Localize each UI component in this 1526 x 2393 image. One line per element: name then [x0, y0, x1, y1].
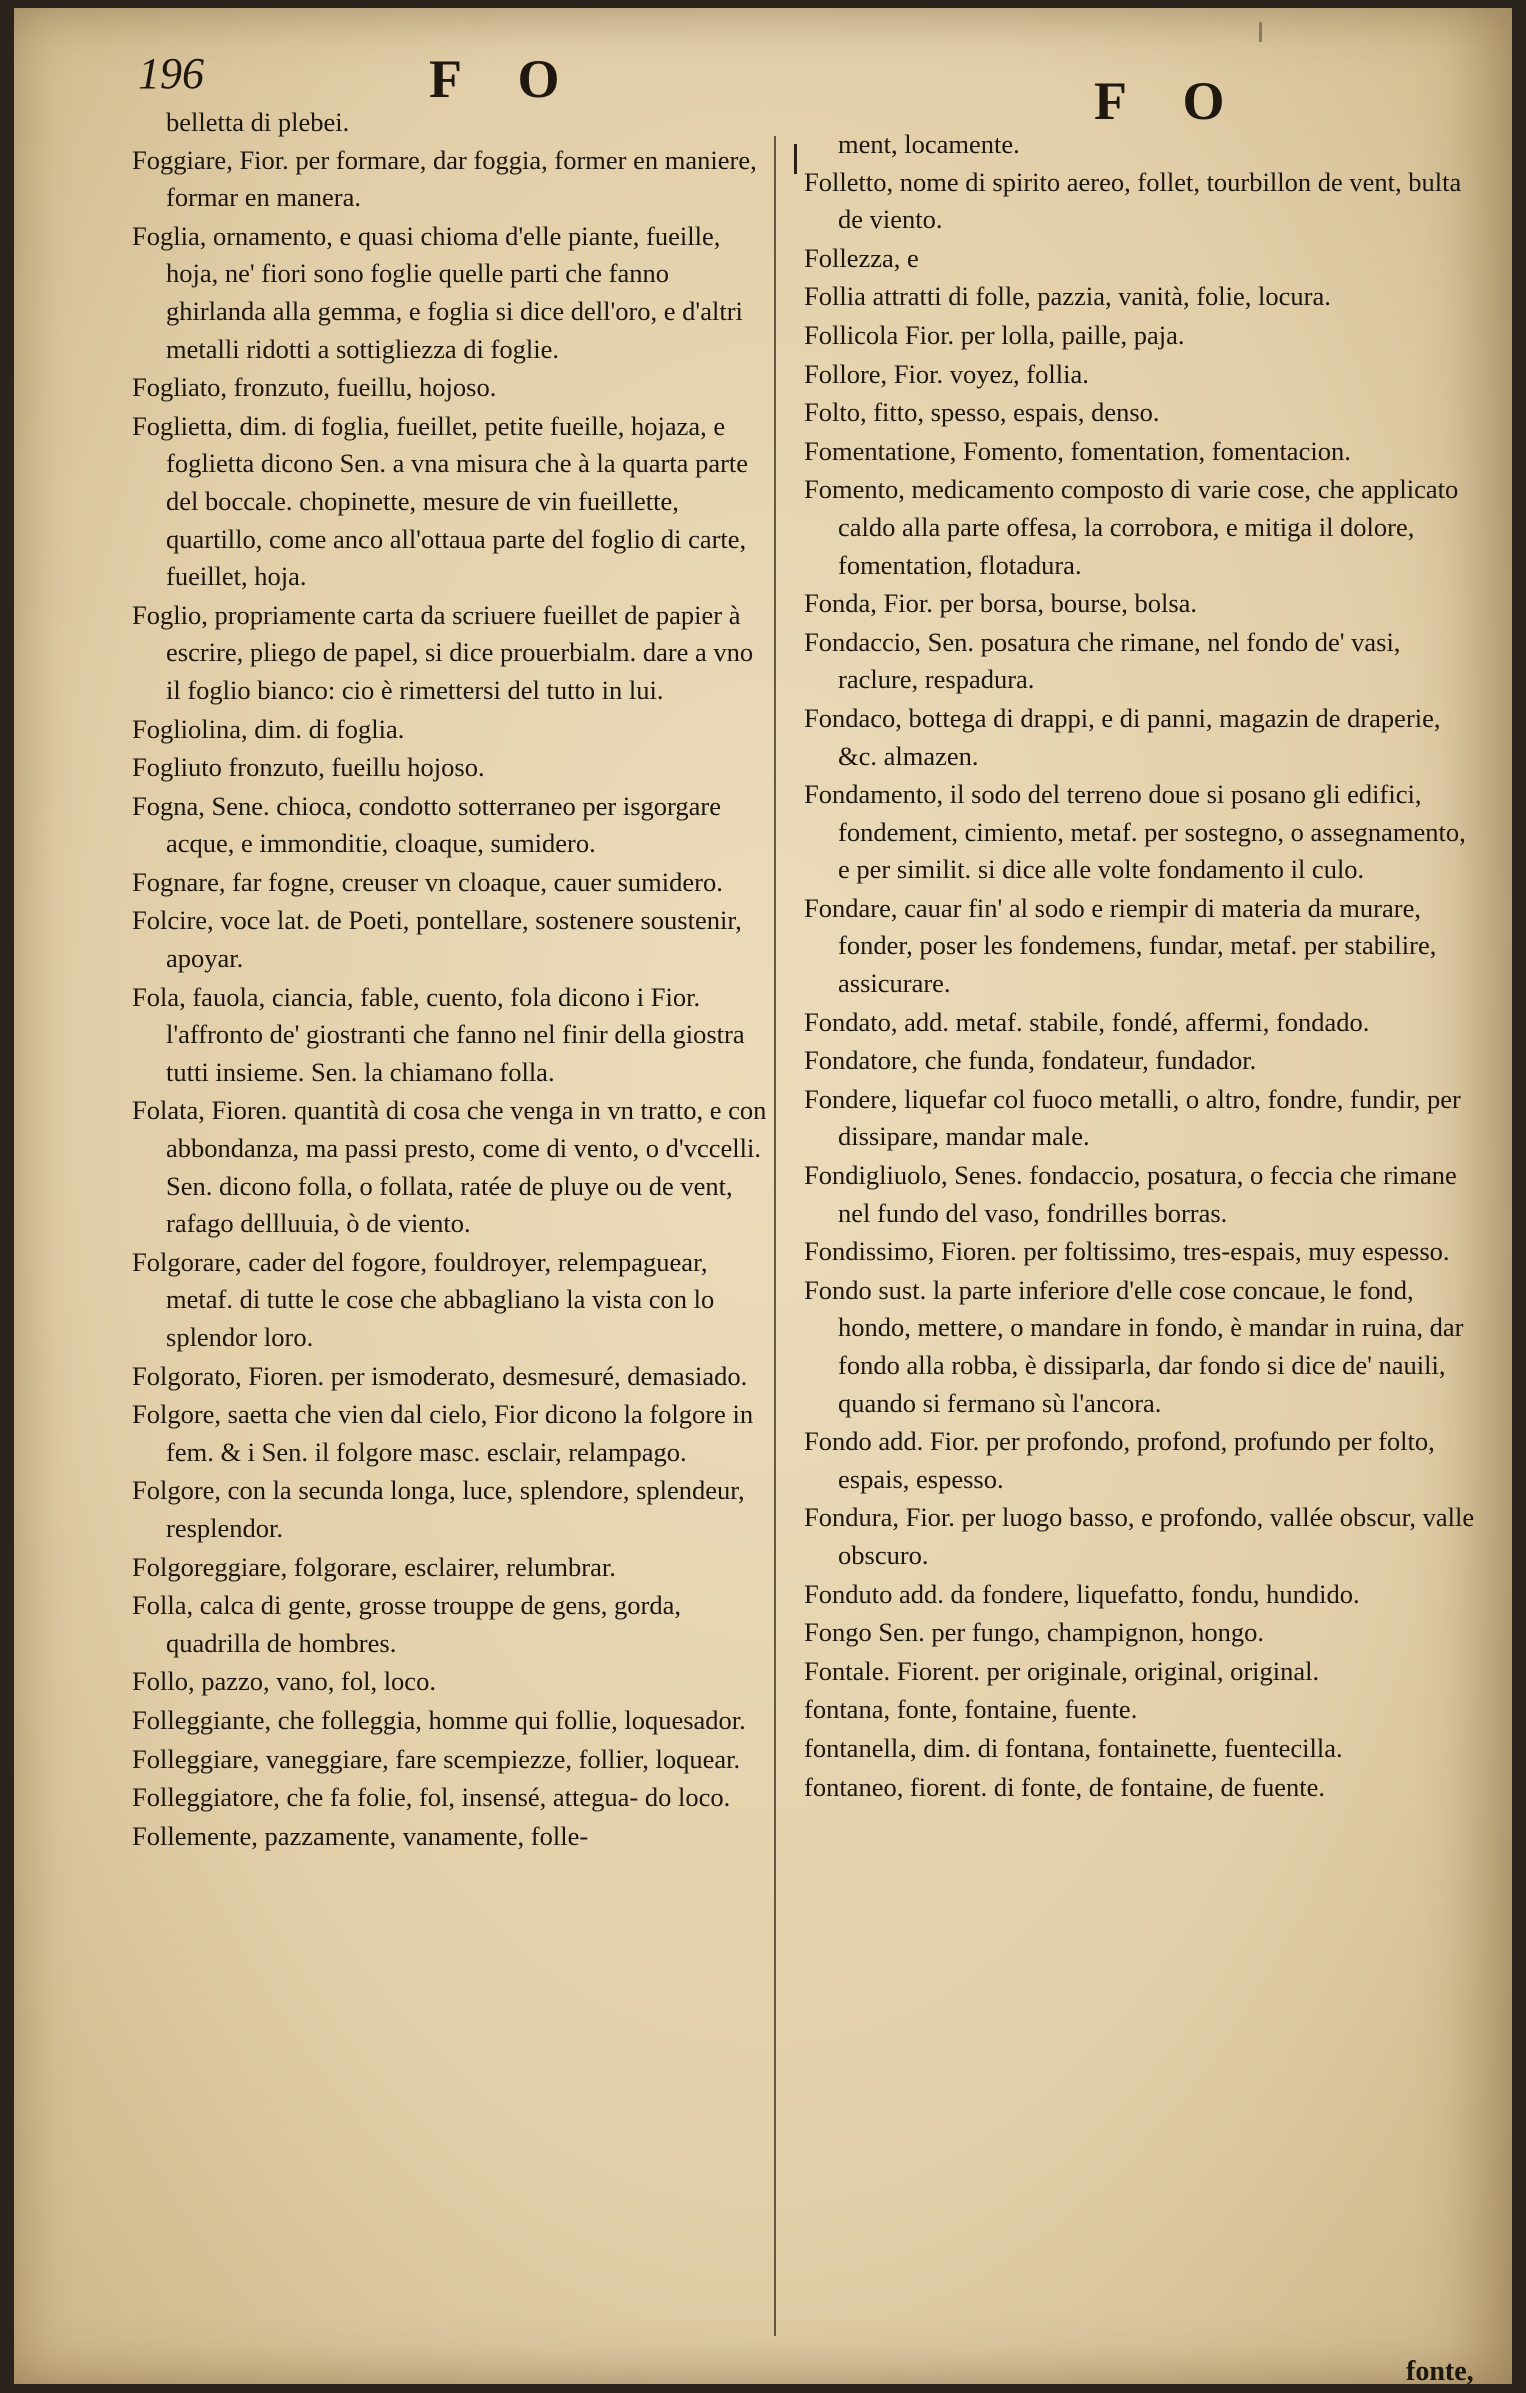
dictionary-entry: Fogna, Sene. chioca, condotto sotterraneo per isgorgare acque, e immonditie, cloaque, sumidero.	[132, 790, 721, 859]
dictionary-entry: Follicola Fior. per lolla, paille, paja.	[804, 319, 1185, 350]
dictionary-entry: fontaneo, fiorent. di fonte, de fontaine, de fuente.	[804, 1771, 1325, 1802]
dictionary-entry: Fola, fauola, ciancia, fable, cuento, fola dicono i Fior. l'affronto de' giostranti che fanno nel finir della giostra tutti insieme. Sen. la chiamano folla.	[132, 981, 745, 1087]
dictionary-entry: ment, locamente.	[838, 129, 1020, 159]
dictionary-entry: Fomento, medicamento composto di varie cose, che applicato caldo alla parte offesa, la corrobora, e mitiga il dolore, fomentation, flotadura.	[804, 474, 1459, 580]
dictionary-entry: Follemente, pazzamente, vanamente, folle-	[132, 1820, 589, 1851]
dictionary-entry: Folletto, nome di spirito aereo, follet, tourbillon de vent, bulta de viento.	[804, 166, 1462, 235]
dictionary-entry: Folgore, saetta che vien dal cielo, Fior dicono la folgore in fem. & i Sen. il folgore masc. esclair, relampago.	[132, 1399, 754, 1467]
dictionary-entry: Fondo sust. la parte inferiore d'elle cose concaue, le fond, hondo, mettere, o mandare in fondo, è mandar in ruina, dar fondo alla robba, è dissiparla, dar fondo si dice de' nauili, quando si fermano sù l'ancora.	[804, 1274, 1464, 1418]
dictionary-entry: Folgoreggiare, folgorare, esclairer, relumbrar.	[132, 1551, 616, 1582]
dictionary-entry: Fomentatione, Fomento, fomentation, fomentacion.	[804, 435, 1351, 466]
dictionary-entry: Folcire, voce lat. de Poeti, pontellare, sostenere soustenir, apoyar.	[132, 905, 742, 974]
dictionary-entry: Fontale. Fiorent. per originale, original, original.	[804, 1655, 1320, 1686]
dictionary-entry: Follezza, e	[804, 242, 919, 273]
dictionary-entry: Foglia, ornamento, e quasi chioma d'elle piante, fueille, hoja, ne' fiori sono foglie quelle parti che fanno ghirlanda alla gemma, e foglia si dice dell'oro, e d'altri metalli ridotti a sottigliezza di foglie.	[132, 220, 743, 364]
dictionary-entry: Folgorare, cader del fogore, fouldroyer, relempaguear, metaf. di tutte le cose che abbagliano la vista con lo splendor loro.	[132, 1246, 715, 1352]
dictionary-entry: Folla, calca di gente, grosse trouppe de gens, gorda, quadrilla de hombres.	[132, 1590, 681, 1658]
dictionary-entry: Folto, fitto, spesso, espais, denso.	[804, 397, 1160, 428]
dictionary-entry: Folgorato, Fioren. per ismoderato, desmesuré, demasiado.	[132, 1360, 748, 1391]
dictionary-entry: Fonduto add. da fondere, liquefatto, fondu, hundido.	[804, 1578, 1360, 1609]
dictionary-entry: Fondere, liquefar col fuoco metalli, o altro, fondre, fundir, per dissipare, mandar male.	[804, 1083, 1461, 1152]
dictionary-entry: Fondaccio, Sen. posatura che rimane, nel fondo de' vasi, raclure, respadura.	[804, 626, 1401, 695]
dictionary-entry: Fondato, add. metaf. stabile, fondé, affermi, fondado.	[804, 1006, 1370, 1037]
dictionary-entry: belletta di plebei.	[166, 107, 350, 137]
running-head-left: F O	[429, 49, 582, 109]
dictionary-entry: Fondissimo, Fioren. per foltissimo, tres-espais, muy espesso.	[804, 1236, 1450, 1267]
dictionary-entry: Fogliato, fronzuto, fueillu, hojoso.	[132, 372, 497, 403]
page-number: 196	[138, 49, 204, 98]
dictionary-entry: Follore, Fior. voyez, follia.	[804, 358, 1089, 389]
book-page	[14, 8, 1512, 2384]
dictionary-entry: Folata, Fioren. quantità di cosa che venga in vn tratto, e con abbondanza, ma passi presto, come di vento, o d'vccelli. Sen. dicono folla, o follata, ratée de pluye ou de vent, rafago dellluuia, ò de viento.	[132, 1095, 767, 1239]
dictionary-entry: Foglio, propriamente carta da scriuere fueillet de papier à escrire, pliego de papel, si dice prouerbialm. dare a vno il foglio bianco: cio è rimettersi del tutto in lui.	[132, 599, 754, 705]
dictionary-entry: Folleggiare, vaneggiare, fare scempiezze, follier, loquear.	[132, 1743, 741, 1774]
dictionary-entry: Folleggiatore, che fa folie, fol, insensé, attegua- do loco.	[132, 1782, 731, 1813]
dictionary-entry: Fondatore, che funda, fondateur, fundador.	[804, 1045, 1257, 1076]
dictionary-entry: Fognare, far fogne, creuser vn cloaque, cauer sumidero.	[132, 866, 723, 897]
right-column	[804, 126, 1484, 1807]
dictionary-entry: fontanella, dim. di fontana, fontainette, fuentecilla.	[804, 1732, 1343, 1763]
dictionary-entry: Follia attratti di folle, pazzia, vanità, folie, locura.	[804, 281, 1331, 312]
dictionary-entry: Fogliolina, dim. di foglia.	[132, 713, 405, 744]
dictionary-entry: Follo, pazzo, vano, fol, loco.	[132, 1666, 436, 1697]
catchword: fonte,	[1406, 2356, 1474, 2384]
column-tick	[794, 144, 797, 174]
dictionary-entry: Fondura, Fior. per luogo basso, e profondo, vallée obscur, valle obscuro.	[804, 1502, 1475, 1570]
dictionary-entry: fontana, fonte, fontaine, fuente.	[804, 1694, 1138, 1725]
running-head-right: F O	[1094, 71, 1247, 131]
dictionary-entry: Fondare, cauar fin' al sodo e riempir di materia da murare, fonder, poser les fondemens, fundar, metaf. per stabilire, assicurare.	[804, 892, 1437, 999]
dictionary-entry: Fongo Sen. per fungo, champignon, hongo.	[804, 1617, 1265, 1648]
dictionary-entry: Fondamento, il sodo del terreno doue si posano gli edifici, fondement, cimiento, metaf. per sostegno, o assegnamento, e per similit. si dice alle volte fondamento il culo.	[804, 779, 1466, 885]
margin-mark	[1259, 22, 1262, 42]
dictionary-entry: Foggiare, Fior. per formare, dar foggia, former en maniere, formar en manera.	[132, 144, 757, 213]
dictionary-entry: Fogliuto fronzuto, fueillu hojoso.	[132, 752, 485, 783]
dictionary-entry: Fondaco, bottega di drappi, e di panni, magazin de draperie, &c. almazen.	[804, 702, 1441, 771]
left-column	[132, 104, 772, 1856]
dictionary-entry: Fondo add. Fior. per profondo, profond, profundo per folto, espais, espesso.	[804, 1426, 1435, 1494]
dictionary-entry: Fondigliuolo, Senes. fondaccio, posatura, o feccia che rimane nel fundo del vaso, fondrilles borras.	[804, 1160, 1457, 1228]
dictionary-entry: Folleggiante, che folleggia, homme qui follie, loquesador.	[132, 1704, 746, 1735]
column-rule	[774, 136, 776, 2336]
dictionary-entry: Fonda, Fior. per borsa, bourse, bolsa.	[804, 588, 1198, 619]
dictionary-entry: Foglietta, dim. di foglia, fueillet, petite fueille, hojaza, e foglietta dicono Sen. a vna misura che à la quarta parte del boccale. chopinette, mesure de vin fueillette, quartillo, come anco all'ottaua parte del foglio di carte, fueillet, hoja.	[132, 410, 749, 592]
dictionary-entry: Folgore, con la secunda longa, luce, splendore, splendeur, resplendor.	[132, 1475, 745, 1543]
